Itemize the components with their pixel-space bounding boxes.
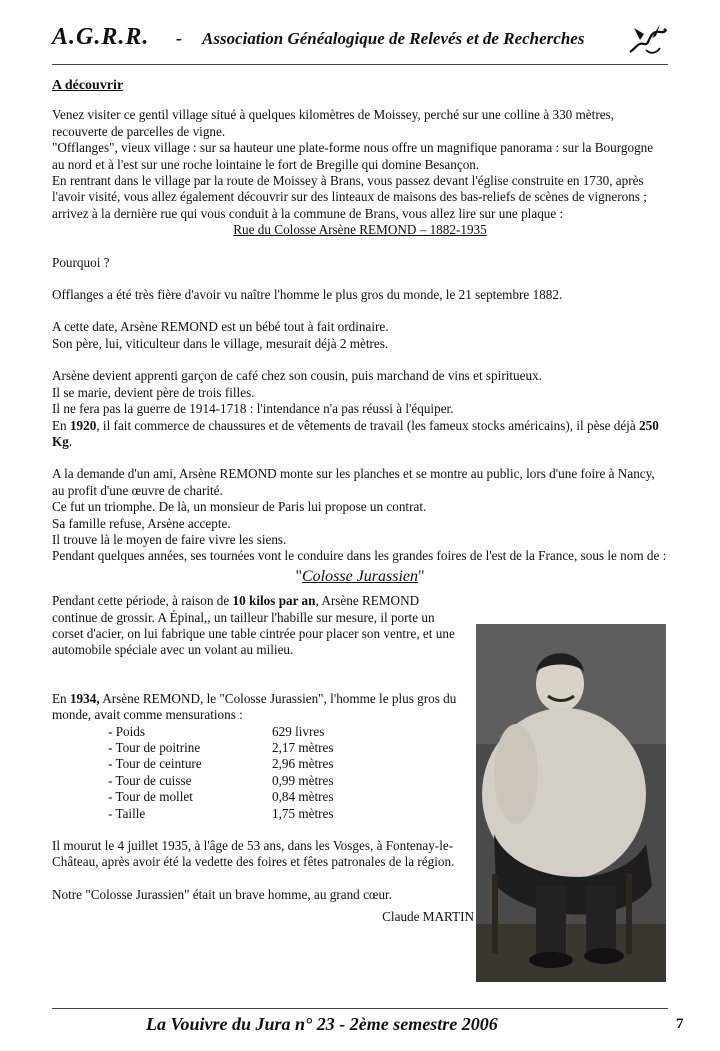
author-signature: Claude MARTIN <box>382 909 474 925</box>
intro-paragraph-2: "Offlanges", vieux village : sur sa hauteur une plate-forme nous offre un magnifique panorama : sur la Bourgogne au nord et à l'est sur une roche lointaine le fort de Bregille qui domine Besançon. <box>52 140 654 172</box>
vouivre-logo-icon <box>626 22 670 58</box>
intro-paragraph-1: Venez visiter ce gentil village situé à quelques kilomètres de Moissey, perché sur une colline à 330 mètres, recouverte de parcelles de vigne. <box>52 107 614 139</box>
measurement-row: - Tour de poitrine 2,17 mètres <box>108 740 334 755</box>
closing-line: Notre "Colosse Jurassien" était un brave homme, au grand cœur. <box>52 886 393 902</box>
header-association-name: Association Généalogique de Relevés et de Recherches <box>202 29 585 48</box>
show-line-2: Ce fut un triomphe. De là, un monsieur de Paris lui propose un contrat. <box>52 499 427 515</box>
header-abbreviation: A.G.R.R. <box>52 24 150 50</box>
show-line-5: Pendant quelques années, ses tournées vont le conduire dans les grandes foires de l'est de la France, sous le nom de : <box>52 548 667 564</box>
street-plaque: Rue du Colosse Arsène REMOND – 1882-1935 <box>233 222 487 238</box>
measurement-row: - Tour de mollet 0,84 mètres <box>108 789 334 805</box>
page-number: 7 <box>676 1016 684 1032</box>
header-rule <box>52 64 668 65</box>
birth-paragraph: Offlanges a été très fière d'avoir vu naître l'homme le plus gros du monde, le 21 septembre 1882. <box>52 287 563 303</box>
question: Pourquoi ? <box>52 254 110 270</box>
career-line-2: Il se marie, devient père de trois filles. <box>52 384 255 400</box>
measurement-row: - Poids 629 livres <box>108 723 325 739</box>
measurement-row: - Tour de cuisse 0,99 mètres <box>108 772 334 788</box>
publication-title: La Vouivre du Jura n° 23 - 2ème semestre 2006 <box>146 1014 498 1034</box>
page-footer <box>0 1012 720 1042</box>
show-line-3: Sa famille refuse, Arsène accepte. <box>52 515 231 531</box>
intro-paragraph-3: En rentrant dans le village par la route de Moissey à Brans, vous passez devant l'église construite en 1730, après l'avoir visité, vous allez également découvrir sur des linteaux de maisons des bas-reliefs de scènes de vignerons ; arrivez à la dernière rue qui vous conduit à la commune de Brans, vous allez lire sur une plaque : <box>52 173 647 221</box>
career-line-4: En 1920, il fait commerce de chaussures et de vêtements de travail (les fameux stocks américains), il pèse déjà 250 Kg. <box>52 417 659 449</box>
baby-line-1: A cette date, Arsène REMOND est un bébé tout à fait ordinaire. <box>52 319 389 335</box>
section-title: A découvrir <box>52 78 124 93</box>
baby-line-2: Son père, lui, viticulteur dans le village, mesurait déjà 2 mètres. <box>52 335 389 351</box>
measurements-intro: En 1934, Arsène REMOND, le "Colosse Jurassien", l'homme le plus gros du monde, avait comme mensurations : <box>52 690 457 723</box>
portrait-photo <box>476 624 666 982</box>
footer-rule <box>52 1008 668 1009</box>
measurement-row: - Tour de ceinture 2,96 mètres <box>108 756 334 772</box>
header-separator: - <box>176 28 182 48</box>
page-header <box>0 22 720 62</box>
portrait-figure-icon <box>476 624 666 982</box>
career-line-1: Arsène devient apprenti garçon de café chez son cousin, puis marchand de vins et spiritueux. <box>52 368 542 384</box>
measurement-row: - Taille 1,75 mètres <box>108 805 334 821</box>
nickname-title: "Colosse Jurassien" <box>295 567 425 585</box>
death-paragraph: Il mourut le 4 juillet 1935, à l'âge de 53 ans, dans les Vosges, à Fontenay-le-Château, après avoir été la vedette des foires et fêtes patronales de la région. <box>52 838 455 870</box>
show-line-4: Il trouve là le moyen de faire vivre les siens. <box>52 531 287 547</box>
growth-paragraph: Pendant cette période, à raison de 10 kilos par an, Arsène REMOND continue de grossir. A Épinal,, un tailleur l'habille sur mesure, il porte un corset d'acier, on lui fabrique une table cintrée pour placer son ventre, et une automobile spéciale avec un volant au milieu. <box>52 593 455 658</box>
career-line-3: Il ne fera pas la guerre de 1914-1718 : l'intendance n'a pas réussi à l'équiper. <box>52 401 454 417</box>
show-line-1: A la demande d'un ami, Arsène REMOND monte sur les planches et se montre au public, lors d'une foire à Nancy, au profit d'une œuvre de charité. <box>52 466 655 498</box>
